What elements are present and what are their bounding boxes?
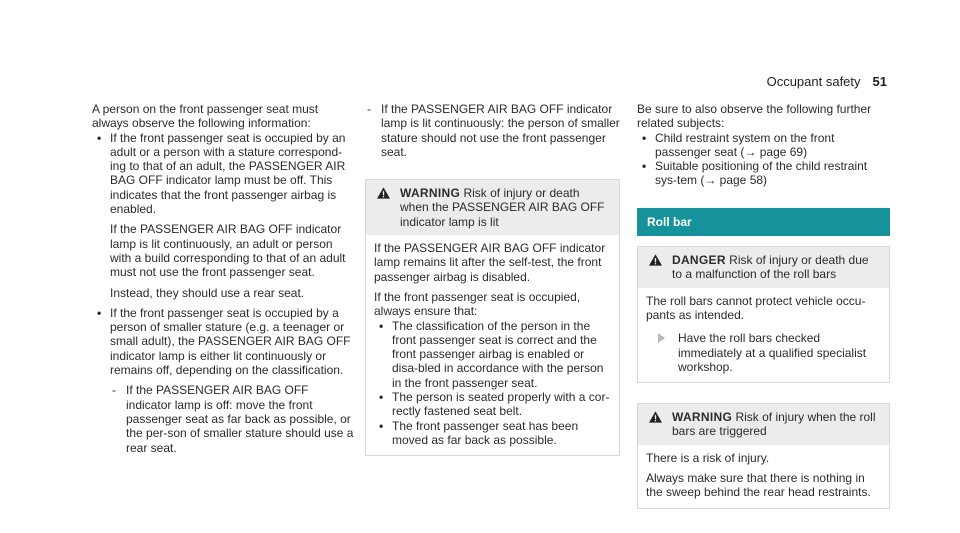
column-2 xyxy=(365,102,620,456)
bullet-text: If the PASSENGER AIR BAG OFF indicator lamp is lit continuously, an adult or person with a build corresponding to that of an adult must not use the front passenger seat. xyxy=(110,222,346,280)
warning-label: WARNING xyxy=(672,410,733,425)
list-item xyxy=(92,131,354,300)
action-arrow-icon xyxy=(658,333,665,343)
warning-text: There is a risk of injury. xyxy=(646,450,770,465)
danger-body xyxy=(638,288,889,382)
warning-box xyxy=(637,403,890,508)
warning-icon xyxy=(649,411,662,423)
dash-text: - If the PASSENGER AIR BAG OFF indicator lamp is off: move the front passenger seat as far back as possible, or the per-son of smaller stature should use a rear seat. xyxy=(126,383,354,455)
list-item xyxy=(92,306,354,377)
dash-text: - If the PASSENGER AIR BAG OFF indicator lamp is lit continuously: the person of smaller stature should not use the front passenger seat. xyxy=(381,102,620,159)
warning-label: WARNING xyxy=(400,186,461,201)
intro-text: A person on the front passenger seat must always observe the following information: xyxy=(92,102,319,131)
list-item xyxy=(374,390,611,419)
warning-body xyxy=(366,235,619,455)
danger-label: DANGER xyxy=(672,253,726,268)
list-item xyxy=(374,319,611,390)
list-item xyxy=(365,102,620,159)
bullet-text: • The front passenger seat has been moved as far back as possible. xyxy=(392,418,579,447)
section-heading: Roll bar xyxy=(637,208,890,236)
action-item xyxy=(646,331,881,374)
list-item xyxy=(637,131,890,160)
page-header xyxy=(767,74,887,89)
section-title: Occupant safety xyxy=(766,74,861,89)
danger-header xyxy=(638,247,889,288)
warning-header xyxy=(366,180,619,235)
bullet-text: • If the front passenger seat is occupied by a person of smaller stature (e.g. a teenager or small adult), the PASSENGER AIR BAG OFF indicator lamp is either lit continuously or remains off, depending on the classification. xyxy=(110,305,351,378)
page-number: 51 xyxy=(872,74,887,89)
warning-title: Risk of injury or death when the PASSENGER AIR BAG OFF indicator lamp is lit xyxy=(400,186,605,229)
column-1 xyxy=(92,102,354,455)
list-item xyxy=(637,159,890,188)
warning-text: Always make sure that there is nothing in the sweep behind the rear head restraints. xyxy=(646,471,871,500)
danger-box xyxy=(637,246,890,383)
intro-text: Be sure to also observe the following further related subjects: xyxy=(637,102,872,131)
warning-header xyxy=(638,404,889,445)
danger-text: The roll bars cannot protect vehicle occu-pants as intended. xyxy=(646,293,866,322)
warning-icon xyxy=(377,187,390,199)
list-item xyxy=(374,419,611,448)
column-3 xyxy=(637,102,890,509)
action-text: Have the roll bars checked immediately at a qualified specialist workshop. xyxy=(678,331,867,374)
danger-title: Risk of injury or death due to a malfunction of the roll bars xyxy=(672,253,869,282)
warning-text: If the front passenger seat is occupied, always ensure that: xyxy=(374,289,581,319)
bullet-text: • The classification of the person in the front passenger seat is correct and the front passenger airbag is enabled or disa-bled in accordance with the person in the front passenger seat. xyxy=(392,318,604,390)
bullet-text: • Suitable positioning of the child restraint sys-tem (→ page 58) xyxy=(655,159,868,188)
bullet-text: Instead, they should use a rear seat. xyxy=(110,285,305,300)
bullet-text: • If the front passenger seat is occupied by an adult or a person with a stature correspond-ing to that of an adult, the PASSENGER AIR BAG OFF indicator lamp must be off. This indicates that the front passenger airbag is enabled. xyxy=(110,130,346,217)
bullet-text: • Child restraint system on the front passenger seat (→ page 69) xyxy=(655,130,835,159)
warning-body xyxy=(638,445,889,508)
warning-box xyxy=(365,179,620,456)
warning-title: Risk of injury when the roll bars are triggered xyxy=(672,410,876,439)
list-item xyxy=(92,383,354,454)
bullet-text: • The person is seated properly with a cor-rectly fastened seat belt. xyxy=(392,390,610,419)
warning-text: If the PASSENGER AIR BAG OFF indicator lamp remains lit after the self-test, the front passenger airbag is disabled. xyxy=(374,241,606,284)
danger-icon xyxy=(649,254,662,266)
